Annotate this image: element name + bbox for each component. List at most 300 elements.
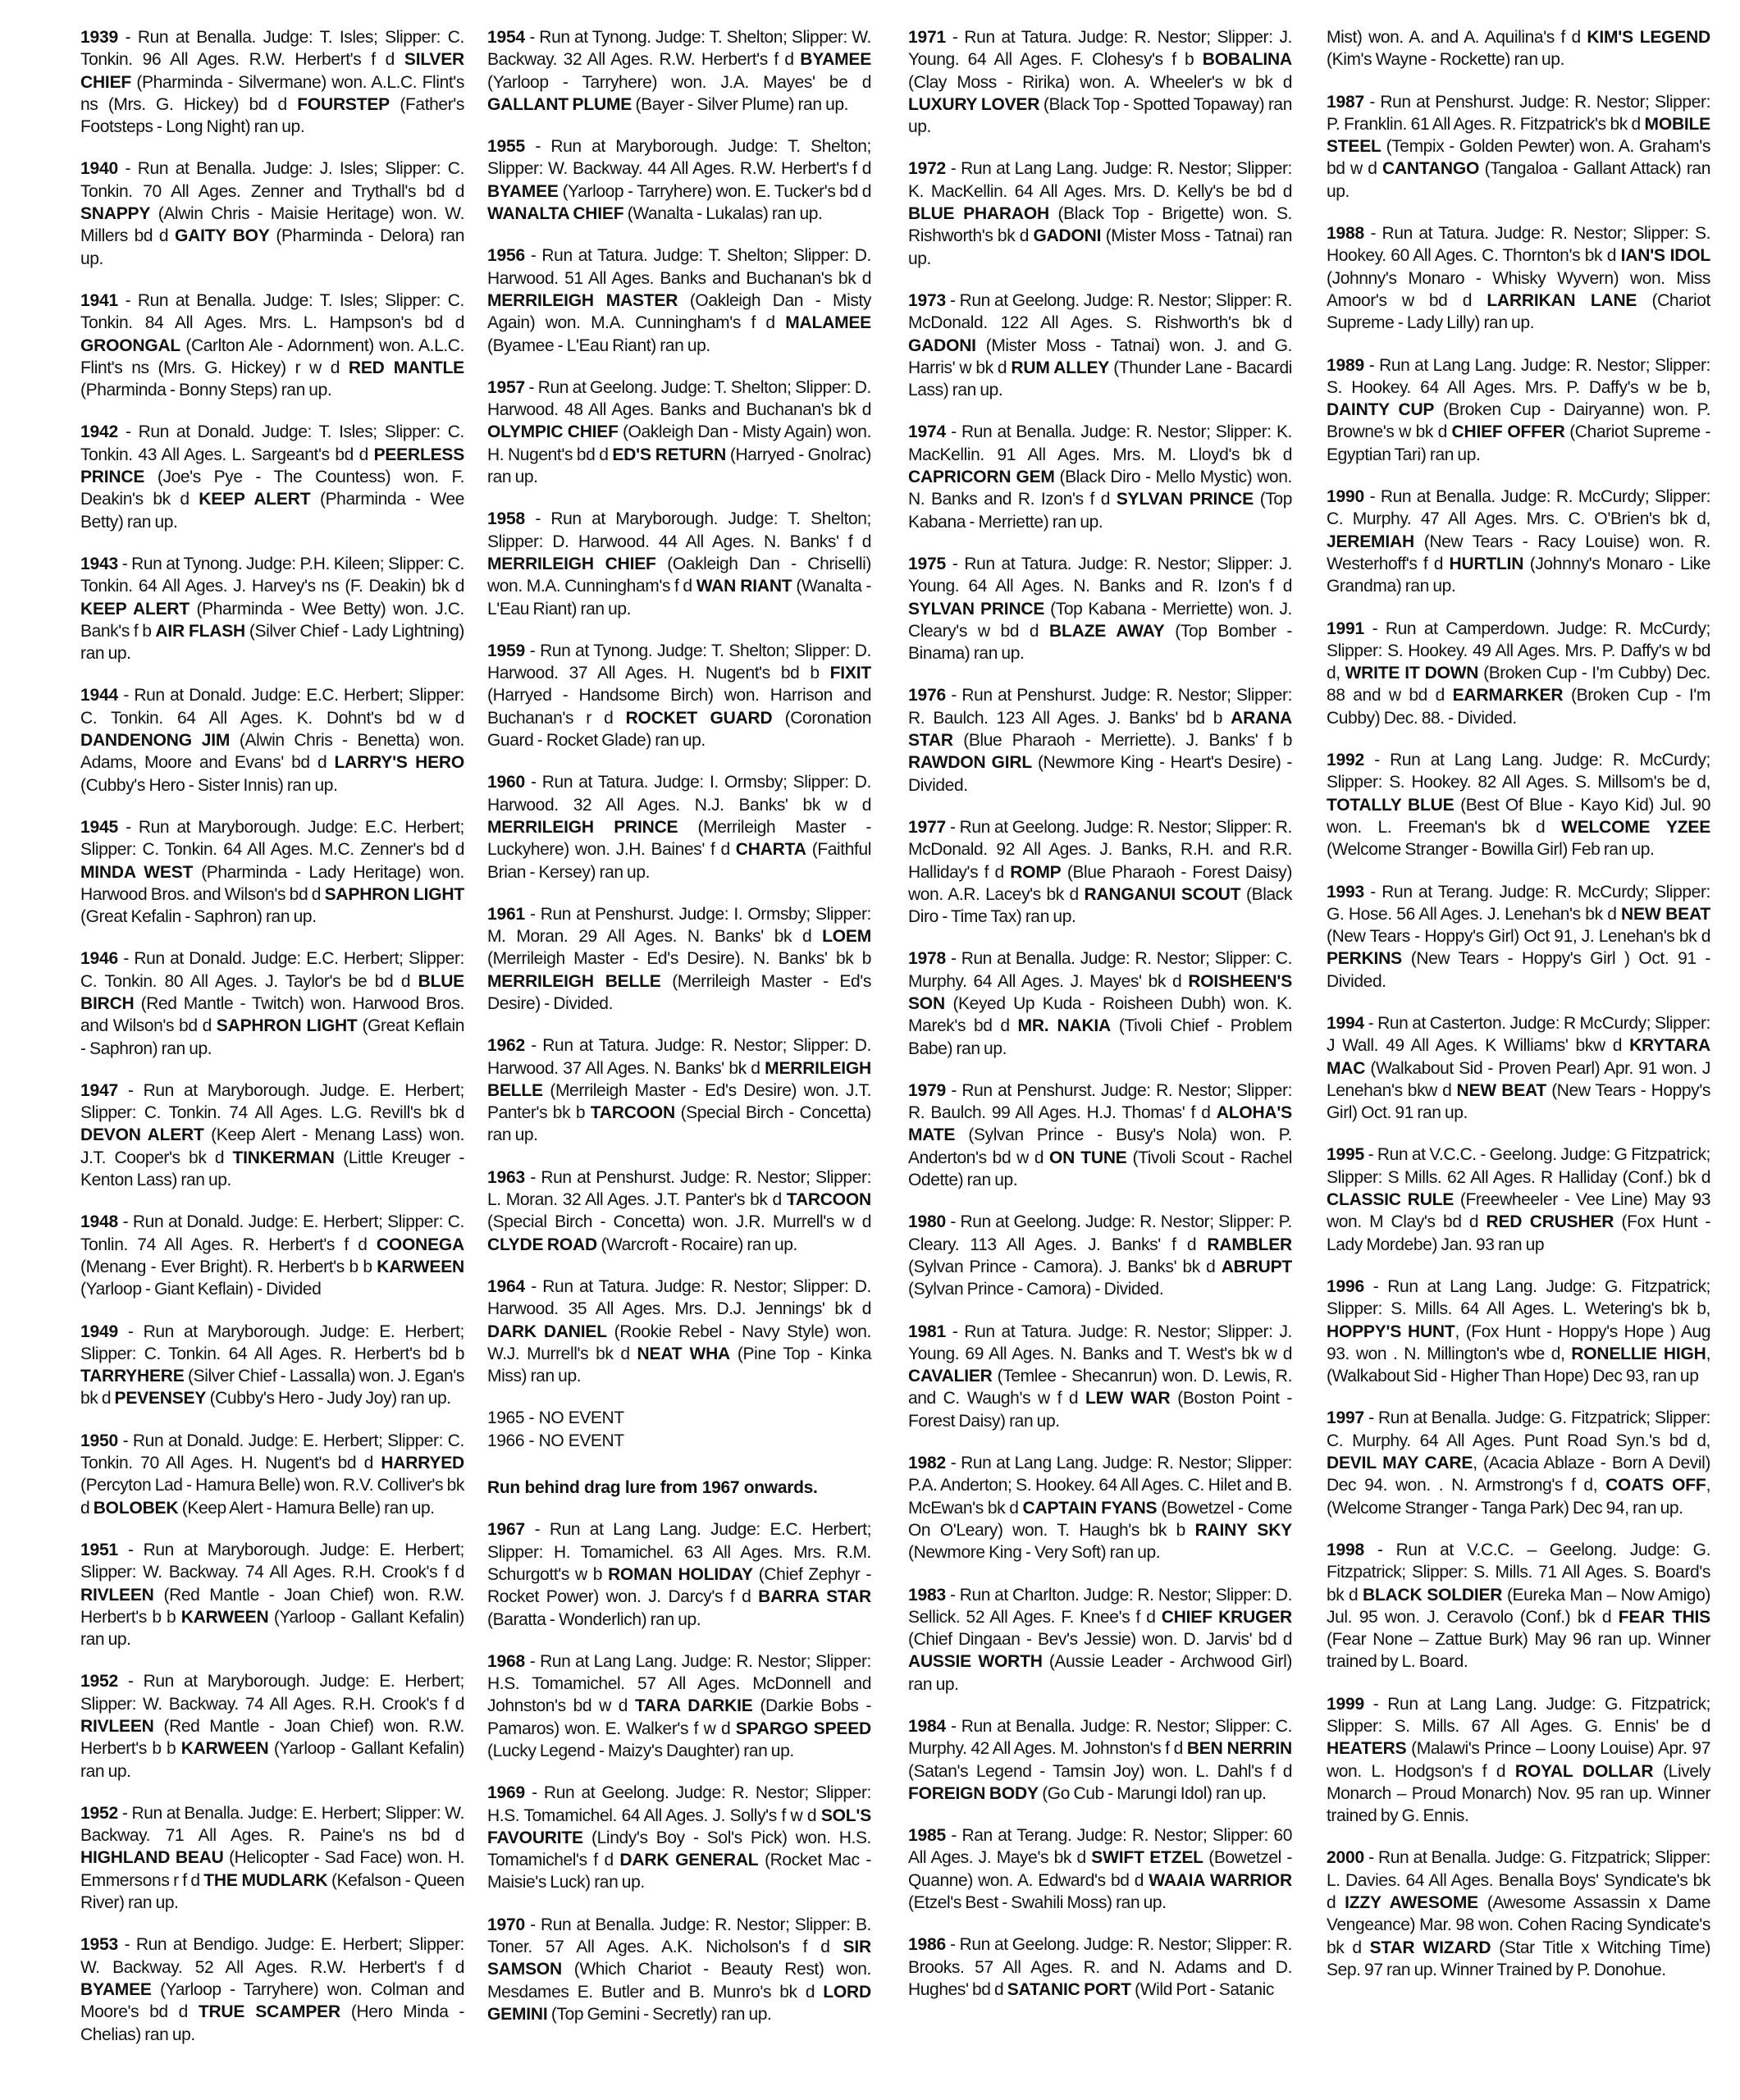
entry-text: (Carlton Ale - Adornment) won. A.L.C. Flint's ns (Mrs. G. Hickey) r w d [80,336,464,377]
result-entry [80,947,464,1059]
entry-year: 1974 [908,422,946,442]
greyhound-name: RAMBLER [1207,1235,1292,1254]
entry-text: (Silver Chief - Lady Lightning) ran up. [80,621,464,664]
entry-text: (Bowetzel - Quanne) won. A. Edward's bd d [908,1848,1292,1890]
entry-year: 1953 [80,1935,118,1955]
entry-text: - Run at Lang Lang. Judge: R. Nestor; Slipper: P.A. Anderton; S. Hookey. 64 All Ages. C. Hilet and B. McEwan's bk d [908,1454,1292,1518]
entry-text: (Welcome Stranger - Bowilla Girl) Feb ran up. [1327,840,1655,860]
greyhound-name: DEVIL MAY CARE [1327,1454,1473,1473]
result-entry [80,553,464,664]
entry-text: - Run at Benalla. Judge: T. Isles; Slipper: C. Tonkin. 96 All Ages. R.W. Herbert's f d [80,28,464,70]
greyhound-name: THE MUDLARK [203,1870,328,1890]
entry-text: - Run at Tynong. Judge: P.H. Kileen; Slipper: C. Tonkin. 64 All Ages. J. Harvey's ns (F. Deakin) bk d [80,554,464,596]
entry-text: - Run at Benalla. Judge: R. McCurdy; Slipper: C. Murphy. 47 All Ages. Mrs. C. O'Brien's bk d, [1327,487,1710,529]
result-entry [487,1914,871,2025]
entry-text: (Which Chariot - Beauty Rest) won. Mesdames E. Butler and B. Munro's bk d [487,1960,871,2002]
greyhound-name: LEW WAR [1085,1389,1171,1408]
entry-text: (Malawi's Prince – Loony Louise) Apr. 97 won. L. Hodgson's f d [1327,1739,1710,1781]
entry-text: (Merrileigh Master - Ed's Desire) won. J.T. Panter's bk b [487,1080,871,1123]
result-entry [1327,1407,1710,1518]
greyhound-name: DARK GENERAL [619,1851,759,1870]
greyhound-name: AUSSIE WORTH [908,1652,1043,1672]
entry-year: 2000 [1327,1848,1364,1868]
greyhound-name: JEREMIAH [1327,532,1414,551]
greyhound-name: SAPHRON LIGHT [324,884,464,904]
entry-text: - Run at Lang Lang. Judge: E.C. Herbert; Slipper: H. Tomamichel. 63 All Ages. Mrs. R.M. Schurgott's w b [487,1520,871,1584]
entry-year: 1947 [80,1080,118,1100]
greyhound-name: LORD GEMINI [487,1982,871,2024]
entry-text: (Chariot Supreme - Egyptian Tari) ran up. [1327,422,1711,464]
result-entry [487,1034,871,1146]
greyhound-name: GADONI [1033,226,1102,246]
entry-text: - Run at Geelong. Judge: T. Shelton; Slipper: D. Harwood. 48 All Ages. Banks and Buchanan's bk d [487,377,871,420]
greyhound-name: TARA DARKIE [634,1696,753,1716]
entry-text: (New Tears - Hoppy's Girl) Oct. 91 ran up. [1327,1080,1710,1123]
entry-text: (Harryed - Gnolrac) ran up. [487,445,871,487]
entry-text: (Alwin Chris - Benetta) won. Adams, Moore and Evans' bd d [80,731,464,773]
entry-year: 1949 [80,1322,118,1341]
result-entry [80,1430,464,1519]
entry-text: (Harryed - Handsome Birch) won. Harrison and Buchanan's r d [487,686,871,728]
entry-text: (Yarloop - Tarryhere) won. E. Tucker's bd d [558,181,871,201]
entry-text: (Tivoli Chief - Problem Babe) ran up. [908,1016,1292,1058]
entry-text: (Baratta - Wonderlich) ran up. [487,1609,701,1629]
entry-text: (Bowetzel - Come On O'Leary) won. T. Haugh's bk b [908,1498,1292,1540]
greyhound-name: KIM'S LEGEND [1587,28,1711,47]
entry-text: (Blue Pharaoh - Merriette). J. Banks' f b [952,731,1292,751]
greyhound-name: SATANIC PORT [1007,1979,1131,1999]
greyhound-name: WAAIA WARRIOR [1149,1870,1292,1890]
greyhound-name: RED CRUSHER [1486,1212,1614,1232]
greyhound-name: ED'S RETURN [612,445,727,464]
greyhound-name: BARRA STAR [758,1587,871,1607]
greyhound-name: CLASSIC RULE [1327,1190,1455,1210]
greyhound-name: BYAMEE [80,1979,152,1999]
greyhound-name: KARWEEN [180,1607,269,1627]
entry-text: (Newmore King - Heart's Desire) - Divided. [908,753,1292,795]
result-entry [80,290,464,401]
greyhound-name: COATS OFF [1605,1476,1706,1495]
greyhound-name: HARRYED [381,1454,464,1473]
entry-text: (Alwin Chris - Maisie Heritage) won. W. Millers bd d [80,204,464,246]
greyhound-name: ARANA STAR [908,708,1292,751]
entry-text: (Father's Footsteps - Long Night) ran up. [80,94,464,137]
greyhound-name: CLYDE ROAD [487,1235,597,1254]
entry-year: 1991 [1327,619,1364,638]
entry-text: - Run at Maryborough. Judge: E. Herbert; Slipper: C. Tonkin. 64 All Ages. R. Herbert's bd b [80,1322,464,1363]
entry-text: - Run at Tatura. Judge: R. Nestor; Slipper: J. Young. 64 All Ages. F. Clohesy's f b [908,28,1292,70]
entry-text: (Rookie Rebel - Navy Style) won. W.J. Murrell's bk d [487,1322,871,1363]
entry-text: (Aussie Leader - Archwood Girl) ran up. [908,1652,1292,1694]
entry-year: 1988 [1327,224,1364,244]
entry-year: 1993 [1327,882,1364,902]
entry-text: (Silver Chief - Lassalla) won. J. Egan's bk d [80,1367,464,1408]
result-entry [1327,1693,1710,1828]
greyhound-name: CHARTA [735,840,806,860]
greyhound-name: NEAT WHA [637,1344,730,1363]
entry-year: 1970 [487,1915,525,1934]
result-entry [80,1211,464,1300]
result-entry [1327,1012,1710,1124]
result-entry [1327,1847,1710,1981]
greyhound-name: MOBILE STEEL [1327,114,1710,157]
greyhound-name: CANTANGO [1382,159,1480,179]
result-entry [908,1584,1292,1696]
entry-text: (Fox Hunt - Lady Mordebe) Jan. 93 ran up [1327,1212,1710,1254]
result-entry [80,684,464,796]
entry-text: - Run at Penshurst. Judge: I. Ormsby; Slipper: M. Moran. 29 All Ages. N. Banks' bk d [487,904,871,947]
greyhound-name: SNAPPY [80,204,151,224]
greyhound-name: MERRILEIGH BELLE [487,971,661,991]
result-entry [908,1452,1292,1564]
greyhound-name: RUM ALLEY [1011,358,1110,377]
greyhound-name: BLUE BIRCH [80,971,464,1013]
entry-text: (Merrileigh Master - Ed's Desire). N. Banks' bk b [487,949,871,969]
entry-text: - Run at Maryborough. Judge: T. Shelton; Slipper: W. Backway. 44 All Ages. R.W. Herbert's f d [487,137,871,179]
greyhound-name: TARCOON [786,1190,871,1210]
results-column-3 [908,26,1292,2020]
result-entry [908,290,1292,401]
entry-text: (Oakleigh Dan - Misty Again) won. H. Nugent's bd d [487,422,871,464]
entry-text: (Red Mantle - Joan Chief) won. R.W. Herbert's b b [80,1717,464,1759]
entry-text: - Run at Tatura. Judge: T. Shelton; Slipper: D. Harwood. 51 All Ages. Banks and Buchanan's bk d [487,246,871,288]
entry-text: (Top Kabana - Merriette) won. J. Cleary's w bd d [908,599,1292,641]
result-entry [1327,26,1710,71]
entry-text: (Broken Cup - Dairyanne) won. P. Browne's w bk d [1327,400,1710,442]
greyhound-name: DAINTY CUP [1327,400,1435,420]
greyhound-name: WRITE IT DOWN [1345,664,1479,683]
entry-text: (Little Kreuger - Kenton Lass) ran up. [80,1148,464,1190]
result-entry [487,377,871,488]
entry-text: (New Tears - Racy Louise) won. R. Westerhoff's f d [1327,532,1710,573]
greyhound-name: EARMARKER [1452,686,1564,705]
entry-text: - Run at Benalla. Judge: G. Fitzpatrick; Slipper: C. Murphy. 64 All Ages. Punt Road Syn.'s bd d, [1327,1408,1710,1450]
entry-text: (Broken Cup - I'm Cubby) Dec. 88 and w bd d [1327,664,1710,705]
greyhound-name: SILVER CHIEF [80,50,464,92]
greyhound-name: NEW BEAT [1456,1080,1547,1100]
entry-year: 1952 [80,1672,118,1691]
result-entry [1327,1276,1710,1387]
entry-text: - Run at Bendigo. Judge: E. Herbert; Slipper: W. Backway. 52 All Ages. R.W. Herbert's f d [80,1935,464,1977]
result-entry [1327,881,1710,993]
result-entry [487,903,871,1015]
entry-text: (Yarloop - Gallant Kefalin) ran up. [80,1607,464,1650]
entry-year: 1956 [487,246,525,266]
result-entry [487,1276,871,1387]
result-entry [1327,749,1710,861]
greyhound-name: HOPPY'S HUNT [1327,1322,1455,1341]
entry-text: (Oakleigh Dan - Misty Again) won. M.A. Cunningham's f d [487,290,871,333]
entry-text: - Run at Donald. Judge: E.C. Herbert; Slipper: C. Tonkin. 64 All Ages. K. Dohnt's bd w d [80,686,464,728]
entry-text: (Menang - Ever Bright). R. Herbert's b b [80,1257,377,1276]
entry-text: (Sylvan Prince - Camora). J. Banks' bk d [908,1257,1222,1276]
entry-text: (Eureka Man – Now Amigo) Jul. 95 won. J. Ceravolo (Conf.) bk d [1327,1585,1710,1627]
greyhound-name: MINDA WEST [80,862,194,882]
greyhound-name: SYLVAN PRINCE [908,599,1045,619]
result-entry [908,1080,1292,1191]
entry-text: - Run at Tatura. Judge: R. Nestor; Slipper: S. Hookey. 60 All Ages. C. Thornton's bk d [1327,224,1710,266]
entry-year: 1985 [908,1826,946,1846]
entry-text: , (Walkabout Sid - Higher Than Hope) Dec 93, ran up [1327,1344,1710,1386]
entry-text: - Run at V.C.C. - Geelong. Judge: G Fitzpatrick; Slipper: S Mills. 62 All Ages. R Halliday (Conf.) bk d [1327,1145,1710,1187]
entry-text: - Run at Penshurst. Judge: R. Nestor; Slipper: R. Baulch. 123 All Ages. J. Banks' bd b [908,686,1292,728]
greyhound-name: GAITY BOY [174,226,270,246]
greyhound-name: KARWEEN [180,1739,269,1759]
entry-text: (Oakleigh Dan - Chriselli) won. M.A. Cunningham's f d [487,554,871,596]
result-entry [908,1933,1292,2001]
result-entry [908,421,1292,532]
entry-year: 1969 [487,1783,525,1803]
result-entry [1327,354,1710,466]
entry-text: - Run at Lang Lang. Judge: R. Nestor; Slipper: H.S. Tomamichel. 57 All Ages. McDonnell and Johnston's bd w d [487,1651,871,1716]
greyhound-name: ROYAL DOLLAR [1514,1761,1654,1781]
entry-text: - Run at Penshurst. Judge: R. Nestor; Slipper: R. Baulch. 99 All Ages. H.J. Thomas' f d [908,1080,1292,1123]
result-entry [80,1802,464,1914]
entry-year: 1957 [487,377,525,397]
entry-text: (Kefalson - Queen River) ran up. [80,1870,464,1913]
greyhound-name: ROMP [1010,862,1062,882]
greyhound-name: RAWDON GIRL [908,753,1032,773]
result-entry [80,1670,464,1782]
entry-text: (Sylvan Prince - Busy's Nola) won. P. Anderton's bd w d [908,1125,1292,1167]
entry-year: 1955 [487,137,525,157]
entry-text: - Run at Tatura. Judge: R. Nestor; Slipper: D. Harwood. 35 All Ages. Mrs. D.J. Jennings' bk d [487,1276,871,1319]
entry-text: (Cubby's Hero - Sister Innis) ran up. [80,775,338,795]
greyhound-name: MALAMEE [785,313,871,333]
entry-year: 1990 [1327,487,1364,507]
entry-text: (Special Birch - Concetta) won. J.R. Murrell's w d [487,1212,871,1232]
entry-text: (Blue Pharaoh - Forest Daisy) won. A.R. Lacey's bk d [908,862,1292,904]
entry-text: (Special Birch - Concetta) ran up. [487,1103,871,1145]
entry-text: - Run at Lang Lang. Judge: G. Fitzpatrick; Slipper: S. Mills. 67 All Ages. G. Ennis' be d [1327,1694,1710,1736]
entry-text: , (Acacia Ablaze - Born A Devil) Dec 94. won. . N. Armstrong's f d, [1327,1454,1710,1495]
greyhound-name: BYAMEE [487,181,559,201]
greyhound-name: BYAMEE [800,50,871,70]
greyhound-name: MERRILEIGH BELLE [487,1058,871,1100]
result-entry [1327,1539,1710,1673]
entry-year: 1968 [487,1651,525,1671]
entry-text: - Run at V.C.C. – Geelong. Judge: G. Fitzpatrick; Slipper: S. Mills. 71 All Ages. S. Board's bk d [1327,1540,1710,1605]
entry-text: (Kim's Wayne - Rockette) ran up. [1327,50,1565,70]
entry-year: 1973 [908,290,946,310]
entry-text: - Run at Benalla. Judge: R. Nestor; Slipper: K. MacKellin. 91 All Ages. Mrs. M. Lloyd's bk d [908,422,1292,464]
entry-text: (New Tears - Hoppy's Girl) Oct 91, J. Lenehan's bk d [1327,927,1710,947]
result-entry [908,1715,1292,1805]
entry-text: (Percyton Lad - Hamura Belle) won. R.V. Colliver's bk d [80,1476,464,1518]
entry-year: 1951 [80,1540,118,1559]
entry-text: - Run at Donald. Judge: E. Herbert; Slipper: C. Tonlin. 74 All Ages. R. Herbert's f d [80,1212,464,1254]
greyhound-name: SOL'S FAVOURITE [487,1806,871,1847]
entry-text: (Broken Cup - I'm Cubby) Dec. 88. - Divided. [1327,686,1711,728]
entry-text: (Sylvan Prince - Camora) - Divided. [908,1280,1164,1299]
result-entry [908,1321,1292,1432]
entry-year: 1948 [80,1212,118,1232]
result-entry [80,1539,464,1650]
entry-text: (Walkabout Sid - Proven Pearl) Apr. 91 won. J Lenehan's bkw d [1327,1058,1710,1100]
entry-text: (Temlee - Shecanrun) won. D. Lewis, R. and C. Waugh's w f d [908,1367,1292,1408]
result-entry [487,1166,871,1256]
greyhound-name: SWIFT ETZEL [1091,1848,1203,1868]
result-entry [80,1933,464,2045]
result-entry [80,816,464,928]
entry-text: - Run at Geelong. Judge: R. Nestor; Slipper: P. Cleary. 113 All Ages. J. Banks' f d [908,1212,1292,1254]
entry-text: (Go Cub - Marungi Idol) ran up. [1038,1783,1267,1803]
greyhound-name: CAPRICORN GEM [908,468,1055,487]
greyhound-name: BLUE PHARAOH [908,204,1049,224]
entry-text: (Yarloop - Gallant Kefalin) ran up. [80,1739,464,1781]
entry-text: (Pharminda - Silvermane) won. A.L.C. Flint's ns (Mrs. G. Hickey) bd d [80,72,464,114]
entry-year: 1964 [487,1276,525,1296]
entry-text: (Black Top - Spotted Topaway) ran up. [908,94,1292,137]
greyhound-name: LARRIKAN LANE [1487,290,1637,310]
entry-text: - Run at Tatura. Judge: I. Ormsby; Slipper: D. Harwood. 32 All Ages. N.J. Banks' bk w d [487,773,871,815]
entry-text: (Rocket Mac - Maisie's Luck) ran up. [487,1851,871,1892]
entry-text: - Run at Lang Lang. Judge: G. Fitzpatrick; Slipper: S. Mills. 64 All Ages. L. Wetering's bk b, [1327,1276,1710,1319]
entry-text: (Johnny's Monaro - Whisky Wyvern) won. Miss Amoor's w bd d [1327,268,1710,310]
entry-text: - Run at Maryborough. Judge. E. Herbert; Slipper: C. Tonkin. 74 All Ages. L.G. Revill's bk d [80,1080,464,1123]
greyhound-name: DANDENONG JIM [80,731,231,751]
greyhound-name: ROISHEEN'S SON [908,971,1292,1013]
entry-text: - Run at Lang Lang. Judge: R. Nestor; Slipper: K. MacKellin. 64 All Ages. Mrs. D. Kelly's be bd d [908,159,1292,201]
greyhound-name: OLYMPIC CHIEF [487,422,619,442]
entry-text: (Lindy's Boy - Sol's Pick) won. H.S. Tomamichel's f d [487,1828,871,1870]
greyhound-name: SAPHRON LIGHT [216,1016,358,1036]
entry-text: (Byamee - L'Eau Riant) ran up. [487,336,710,355]
greyhound-name: DEVON ALERT [80,1125,204,1145]
section-heading: Run behind drag lure from 1967 onwards. [487,1478,818,1498]
entry-year: 1943 [80,554,118,573]
entry-text: (Best Of Blue - Kayo Kid) Jul. 90 won. L. Freeman's bk d [1327,795,1710,837]
entry-text: Mist) won. A. and A. Aquilina's f d [1327,28,1587,47]
greyhound-name: MERRILEIGH CHIEF [487,554,656,573]
entry-year: 1980 [908,1212,946,1232]
greyhound-name: FIXIT [829,664,871,683]
entry-text: - Run at Charlton. Judge: R. Nestor; Slipper: D. Sellick. 52 All Ages. F. Knee's f d [908,1585,1292,1627]
entry-year: 1989 [1327,355,1364,375]
entry-text: (Faithful Brian - Kersey) ran up. [487,840,871,882]
entry-year: 1963 [487,1167,525,1187]
greyhound-name: GADONI [908,336,976,355]
entry-text: (Mister Moss - Tatnai) ran up. [908,226,1292,268]
entry-year: 1982 [908,1454,946,1473]
greyhound-name: PEERLESS PRINCE [80,445,464,487]
entry-text: (Merrileigh Master - Luckyhere) won. J.H. Baines' f d [487,817,871,860]
entry-text: (Lively Monarch – Proud Monarch) Nov. 95 ran up. Winner trained by G. Ennis. [1327,1761,1710,1826]
entry-text: (Keep Alert - Menang Lass) won. J.T. Cooper's bk d [80,1125,465,1167]
result-entry [908,1211,1292,1300]
result-entry [1327,618,1710,729]
entry-text: (Chariot Supreme - Lady Lilly) ran up. [1327,290,1710,333]
greyhound-name: IZZY AWESOME [1345,1893,1478,1913]
entry-text: - Run at Benalla. Judge: R. Nestor; Slipper: C. Murphy. 64 All Ages. J. Mayes' bk d [908,949,1292,991]
entry-text: (Tangaloa - Gallant Attack) ran up. [1327,159,1710,201]
greyhound-name: RAINY SKY [1194,1520,1292,1540]
greyhound-name: PEVENSEY [114,1389,207,1408]
greyhound-name: TINKERMAN [232,1148,335,1167]
entry-text: - Run at Maryborough. Judge: E. Herbert; Slipper: W. Backway. 74 All Ages. R.H. Crook's f d [80,1672,464,1714]
result-entry [487,1518,871,1630]
greyhound-name: LOEM [822,927,871,947]
result-entry [80,1321,464,1410]
entry-text: , (Fox Hunt - Hoppy's Hope ) Aug 93. won . N. Millington's wbe d, [1327,1322,1710,1363]
entry-year: 1962 [487,1036,525,1056]
greyhound-name: COONEGA [376,1235,464,1254]
entry-year: 1954 [487,28,525,47]
greyhound-name: SIR SAMSON [487,1938,871,1979]
result-entry [487,508,871,619]
entry-text: (Warcroft - Rocaire) ran up. [596,1235,797,1254]
greyhound-name: TOTALLY BLUE [1327,795,1455,815]
greyhound-name: ROMAN HOLIDAY [608,1564,753,1584]
greyhound-name: KARWEEN [377,1257,464,1276]
entry-text: - Run at Tatura. Judge: R. Nestor; Slipper: D. Harwood. 37 All Ages. N. Banks' bk d [487,1036,871,1078]
result-entry [1327,222,1710,334]
entry-text: (Star Title x Witching Time) Sep. 97 ran up. Winner Trained by P. Donohue. [1327,1938,1710,1979]
entry-text: (Black Diro - Time Tax) ran up. [908,884,1292,927]
entry-text: - Run at Benalla. Judge: J. Isles; Slipper: C. Tonkin. 70 All Ages. Zenner and Trythall's bd d [80,159,464,201]
entry-text: - Run at Donald. Judge: T. Isles; Slipper: C. Tonkin. 43 All Ages. L. Sargeant's bd d [80,422,464,464]
entry-text: (Yarloop - Tarryhere) won. Colman and Moore's bd d [80,1979,464,2022]
greyhound-name: HURTLIN [1449,554,1524,573]
entry-year: 1997 [1327,1408,1364,1428]
results-column-1 [80,26,464,2066]
entry-text: - Run at Casterton. Judge: R McCurdy; Slipper: J Wall. 49 All Ages. K Williams' bkw d [1327,1013,1710,1056]
entry-text: - Run at Maryborough. Judge: T. Shelton; Slipper: D. Harwood. 44 All Ages. N. Banks' f d [487,509,871,551]
entry-text: (New Tears - Hoppy's Girl ) Oct. 91 - Divided. [1327,949,1710,991]
entry-text: (Boston Point - Forest Daisy) ran up. [908,1389,1292,1431]
entry-text: - Run at Terang. Judge: R. McCurdy; Slipper: G. Hose. 56 All Ages. J. Lenehan's bk d [1327,882,1710,924]
greyhound-name: FEAR THIS [1618,1607,1710,1627]
entry-text: (Yarloop - Giant Keflain) - Divided [80,1280,322,1299]
entry-text: (Etzel's Best - Swahili Moss) ran up. [908,1893,1167,1913]
entry-text: (Chief Zephyr - Rocket Power) won. J. Darcy's f d [487,1564,871,1607]
entry-text: (Thunder Lane - Bacardi Lass) ran up. [908,358,1292,400]
greyhound-name: ABRUPT [1221,1257,1292,1276]
entry-text: (Red Mantle - Twitch) won. Harwood Bros. and Wilson's bd d [80,993,464,1036]
entry-text: (Coronation Guard - Rocket Glade) ran up. [487,708,871,751]
entry-year: 1952 [80,1803,118,1823]
entry-year: 1983 [908,1585,946,1605]
result-entry [1327,91,1710,203]
result-entry [908,684,1292,796]
entry-text: - Run at Tynong. Judge: T. Shelton; Slipper: D. Harwood. 37 All Ages. H. Nugent's bd b [487,641,871,683]
results-column-4 [1327,26,1710,2001]
greyhound-name: BOLOBEK [93,1498,179,1518]
entry-year: 1999 [1327,1694,1364,1714]
entry-year: 1995 [1327,1145,1364,1165]
entry-text: - Run at Camperdown. Judge: R. McCurdy; Slipper: S. Hookey. 49 All Ages. Mrs. P. Daffy's w bd d, [1327,619,1710,683]
entry-year: 1967 [487,1520,525,1540]
greyhound-name: RONELLIE HIGH [1571,1344,1706,1363]
entry-text: - Run at Donald. Judge: E.C. Herbert; Slipper: C. Tonkin. 80 All Ages. J. Taylor's be bd d [80,949,464,991]
result-entry [1327,486,1710,597]
result-entry [80,26,464,138]
entry-year: 1942 [80,422,118,442]
entry-year: 1961 [487,904,525,924]
entry-year: 1946 [80,949,118,969]
greyhound-name: RANGANUI SCOUT [1084,884,1241,904]
greyhound-name: CAPTAIN FYANS [1022,1498,1158,1518]
greyhound-name: WAN RIANT [696,577,792,596]
entry-year: 1971 [908,28,946,47]
entry-text: (Red Mantle - Joan Chief) won. R.W. Herbert's b b [80,1585,464,1627]
result-entry [80,158,464,269]
entry-year: 1981 [908,1322,946,1341]
entry-text: - Run at Geelong. Judge: R. Nestor; Slipper: R. McDonald. 122 All Ages. S. Rishworth's bk d [908,290,1292,333]
entry-text: - Run at Penshurst. Judge: R. Nestor; Slipper: P. Franklin. 61 All Ages. R. Fitzpatrick's bk d [1327,92,1710,134]
entry-text: (Black Top - Brigette) won. S. Rishworth's bk d [908,204,1292,246]
greyhound-name: FOURSTEP [297,94,390,114]
